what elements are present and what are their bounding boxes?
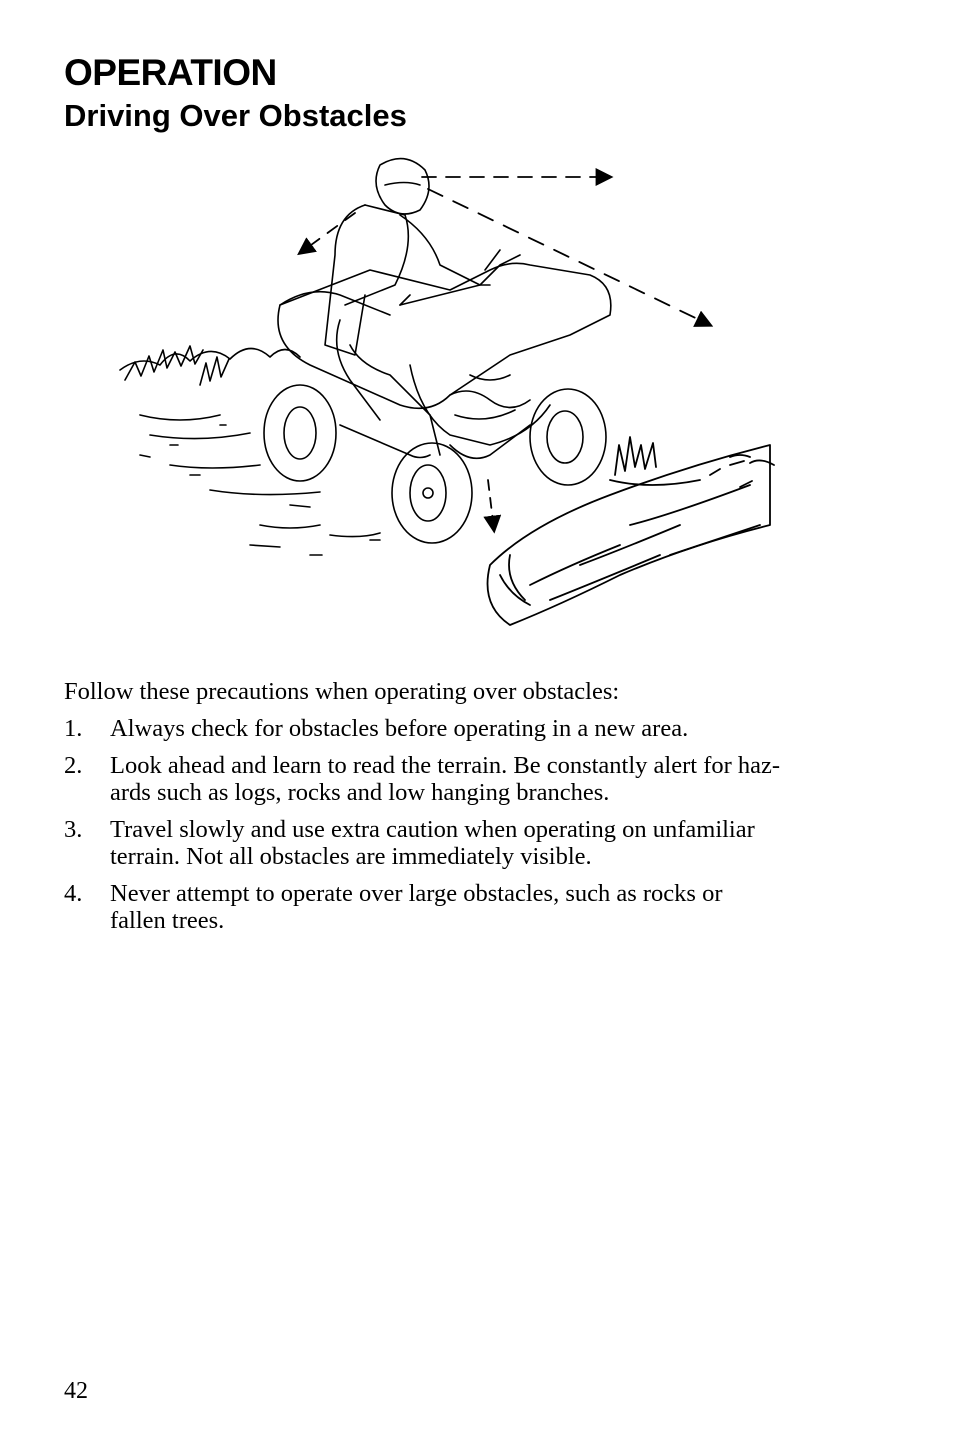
list-item-text: Never attempt to operate over large obstacles, such as rocks or	[110, 880, 723, 907]
list-item	[64, 880, 864, 934]
precautions-text	[64, 678, 864, 944]
list-item-number: 3.	[64, 816, 83, 843]
list-item-number: 1.	[64, 715, 83, 742]
intro-paragraph: Follow these precautions when operating over obstacles:	[64, 678, 620, 705]
list-item	[64, 752, 864, 806]
section-title: OPERATION	[64, 52, 277, 93]
list-item-text-continued: fallen trees.	[110, 907, 225, 934]
list-item-text: Always check for obstacles before operating in a new area.	[110, 715, 689, 742]
list-item-number: 4.	[64, 880, 83, 907]
page-number: 42	[64, 1378, 88, 1404]
list-item-text: Look ahead and learn to read the terrain. Be constantly alert for haz-	[110, 752, 781, 779]
list-item-text: Travel slowly and use extra caution when operating on unfamiliar	[110, 816, 755, 843]
list-item-number: 2.	[64, 752, 83, 779]
list-item	[64, 715, 864, 742]
list-item	[64, 816, 864, 870]
list-item-text-continued: terrain. Not all obstacles are immediately visible.	[110, 843, 592, 870]
precautions-list	[64, 715, 864, 934]
atv-rider-obstacle-illustration	[110, 145, 780, 635]
page-title: Driving Over Obstacles	[64, 98, 407, 133]
list-item-text-continued: ards such as logs, rocks and low hanging branches.	[110, 779, 610, 806]
